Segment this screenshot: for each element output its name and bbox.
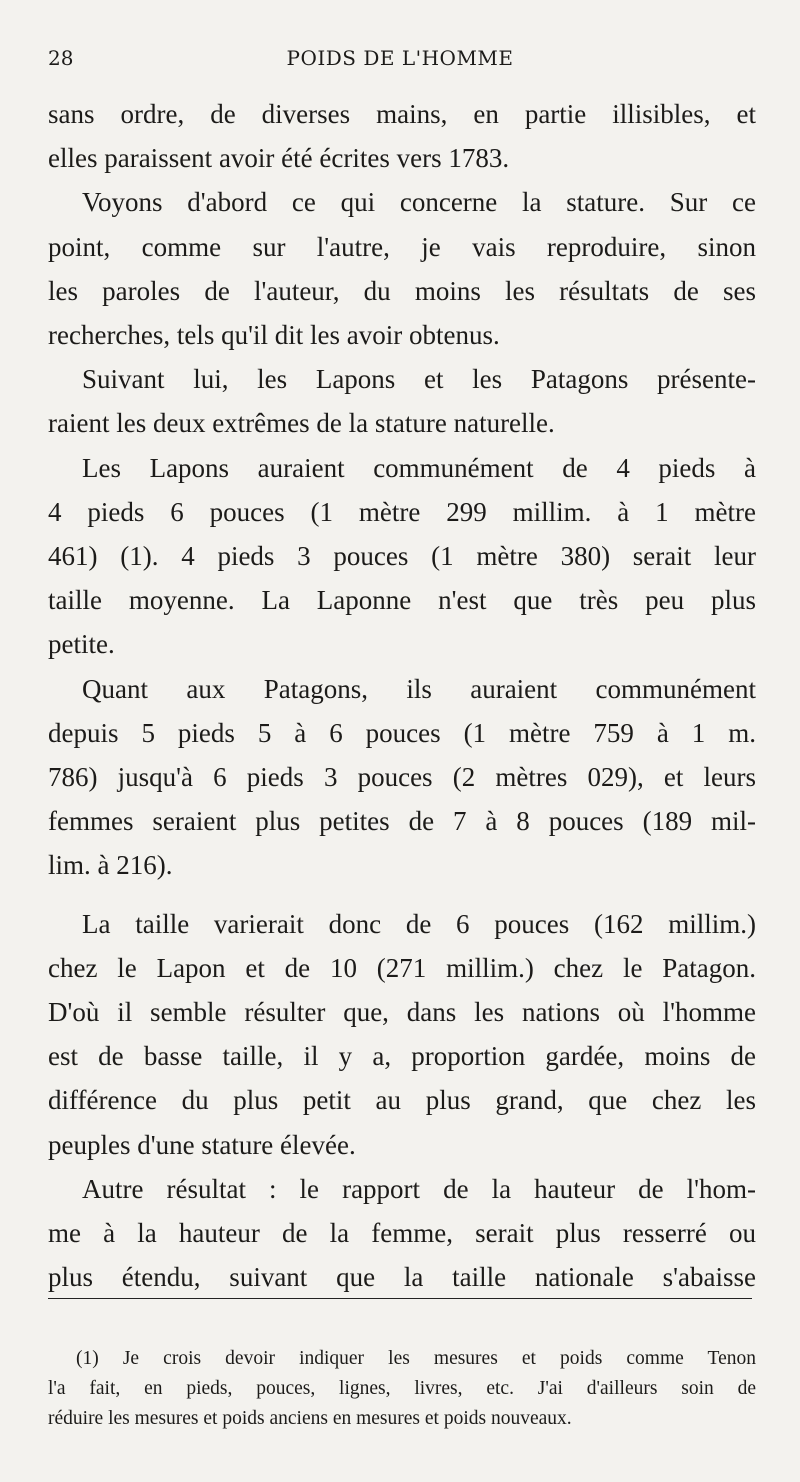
text-line: femmes seraient plus petites de 7 à 8 pouces (189 mil- bbox=[48, 806, 756, 837]
paragraph bbox=[48, 446, 756, 667]
text-line: Suivant lui, les Lapons et les Patagons présente- bbox=[82, 364, 756, 395]
page-number: 28 bbox=[48, 46, 74, 70]
text-line: Autre résultat : le rapport de la hauteur de l'hom- bbox=[82, 1173, 756, 1204]
text-line: recherches, tels qu'il dit les avoir obtenus. bbox=[48, 320, 500, 351]
text-line: sans ordre, de diverses mains, en partie illisibles, et bbox=[48, 99, 756, 129]
text-line: les paroles de l'auteur, du moins les résultats de ses bbox=[48, 275, 756, 306]
page-header bbox=[48, 44, 752, 78]
footnote bbox=[48, 1344, 756, 1434]
paragraph bbox=[48, 902, 756, 1167]
text-line: La taille varierait donc de 6 pouces (162 millim.) bbox=[82, 908, 756, 939]
text-line: Voyons d'abord ce qui concerne la stature. Sur ce bbox=[82, 187, 756, 218]
body-text bbox=[48, 92, 756, 1299]
footnote-line: (1) Je crois devoir indiquer les mesures et poids comme Tenon bbox=[76, 1348, 756, 1369]
paragraph bbox=[48, 180, 756, 357]
text-line: Les Lapons auraient communément de 4 pieds à bbox=[82, 452, 756, 483]
footnote-divider bbox=[48, 1298, 752, 1299]
paragraph bbox=[48, 1167, 756, 1300]
text-line: 461) (1). 4 pieds 3 pouces (1 mètre 380) serait leur bbox=[48, 541, 756, 572]
text-line: elles paraissent avoir été écrites vers 1783. bbox=[48, 143, 510, 174]
text-line: me à la hauteur de la femme, serait plus resserré ou bbox=[48, 1218, 756, 1249]
paragraph bbox=[48, 92, 756, 180]
text-line: est de basse taille, il y a, proportion gardée, moins de bbox=[48, 1041, 756, 1072]
text-line: chez le Lapon et de 10 (271 millim.) chez le Patagon. bbox=[48, 952, 756, 983]
section-gap bbox=[48, 888, 756, 902]
text-line: point, comme sur l'autre, je vais reproduire, sinon bbox=[48, 231, 756, 262]
text-line: Quant aux Patagons, ils auraient communément bbox=[82, 673, 756, 704]
text-line: peuples d'une stature élevée. bbox=[48, 1129, 356, 1160]
text-line: 4 pieds 6 pouces (1 mètre 299 millim. à 1 mètre bbox=[48, 496, 756, 527]
footnote-line: réduire les mesures et poids anciens en mesures et poids nouveaux. bbox=[48, 1408, 572, 1429]
footnote-line: l'a fait, en pieds, pouces, lignes, livres, etc. J'ai d'ailleurs soin de bbox=[48, 1378, 756, 1399]
text-line: lim. à 216). bbox=[48, 850, 173, 881]
text-line: raient les deux extrêmes de la stature naturelle. bbox=[48, 408, 555, 439]
text-line: différence du plus petit au plus grand, que chez les bbox=[48, 1085, 756, 1116]
text-line: depuis 5 pieds 5 à 6 pouces (1 mètre 759 à 1 m. bbox=[48, 717, 756, 748]
text-line: plus étendu, suivant que la taille nationale s'abaisse bbox=[48, 1262, 756, 1293]
text-line: taille moyenne. La Laponne n'est que très peu plus bbox=[48, 585, 756, 616]
paragraph bbox=[48, 667, 756, 888]
paragraph bbox=[48, 357, 756, 445]
text-line: 786) jusqu'à 6 pieds 3 pouces (2 mètres 029), et leurs bbox=[48, 762, 756, 793]
text-line: petite. bbox=[48, 629, 115, 660]
running-title: POIDS DE L'HOMME bbox=[286, 46, 514, 70]
text-line: D'où il semble résulter que, dans les nations où l'homme bbox=[48, 997, 756, 1028]
